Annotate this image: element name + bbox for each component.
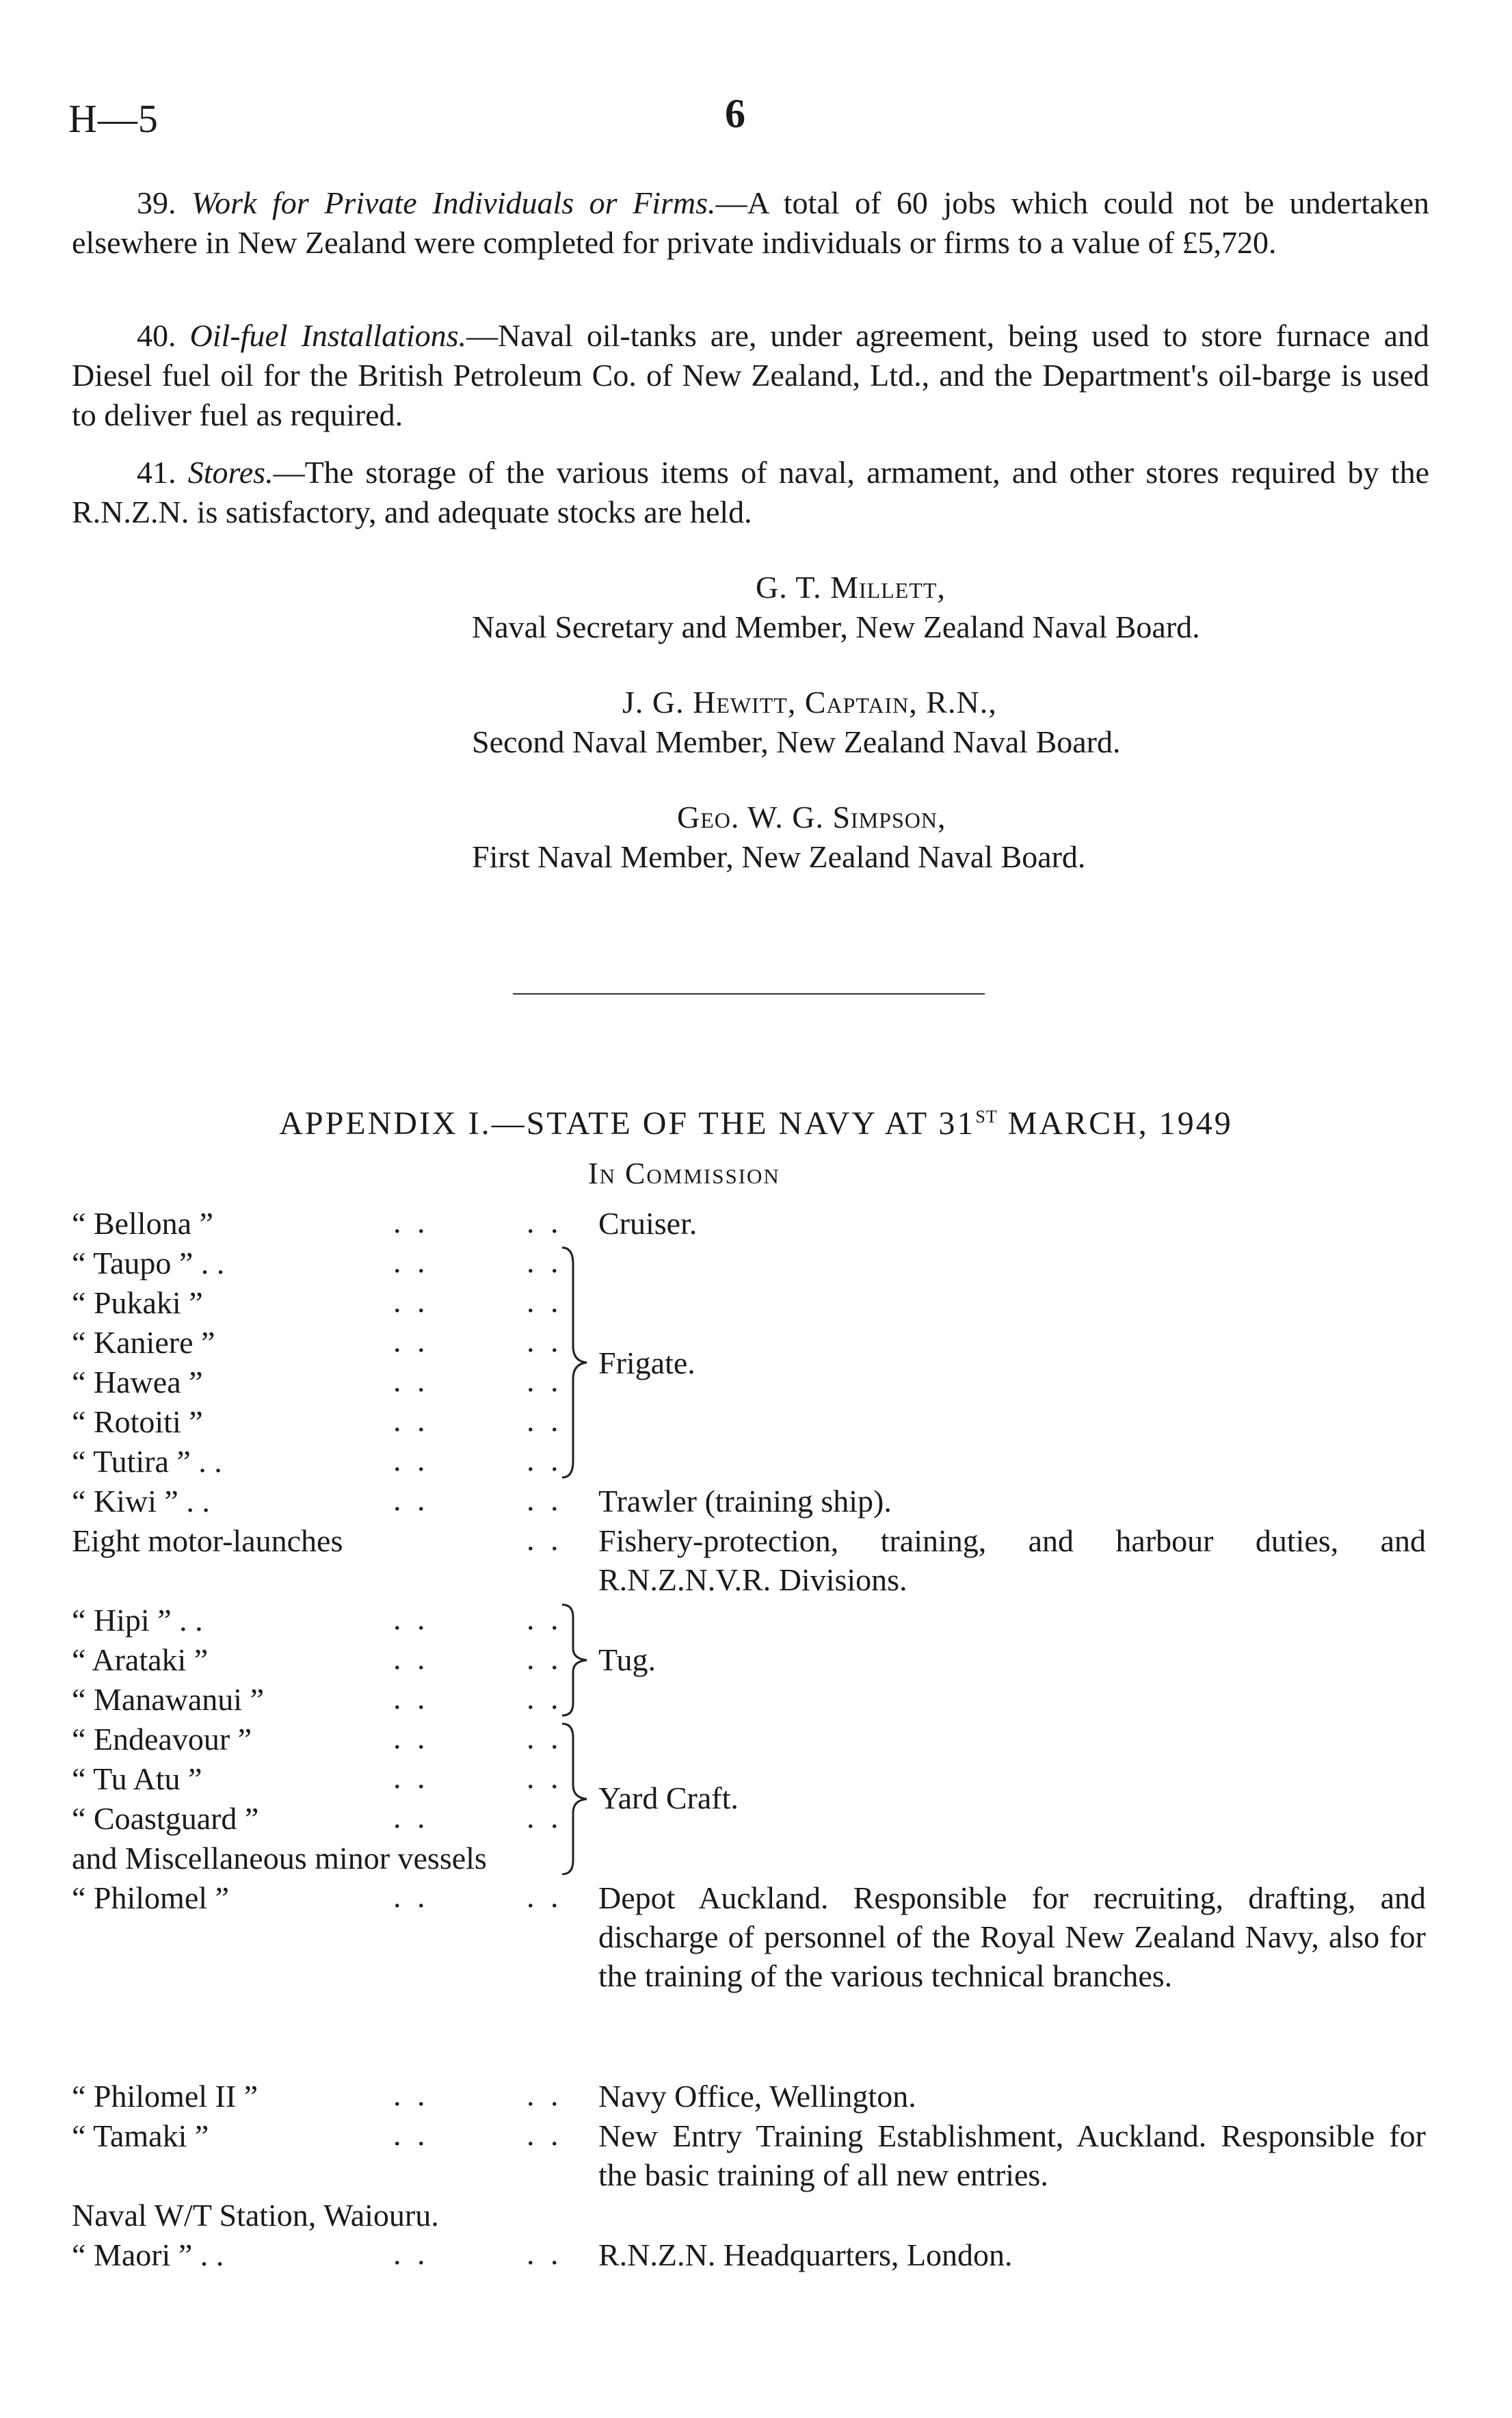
signature-name-hewitt: J. G. Hewitt, Captain, R.N., — [622, 685, 997, 720]
paragraph-41 — [72, 453, 1429, 532]
leader-dots: . . — [527, 1879, 563, 1914]
desc-cruiser: Cruiser. — [598, 1206, 698, 1241]
leader-dots: . . — [393, 2077, 429, 2112]
vessel-waiouru-station: Naval W/T Station, Waiouru. — [72, 2198, 439, 2233]
vessel-taupo: “ Taupo ” . . — [72, 1246, 225, 1280]
paragraph-text: —The storage of the various items of naval, armament, and other stores required by the R.N.Z.N. is satisfactory, and adequate stocks are held. — [72, 455, 1429, 529]
appendix-subtitle: In Commission — [588, 1157, 780, 1190]
leader-dots: . . — [527, 2077, 563, 2112]
vessel-minor-vessels: and Miscellaneous minor vessels — [72, 1841, 487, 1876]
leader-dots: . . — [393, 1403, 429, 1438]
vessel-kiwi: “ Kiwi ” . . — [72, 1484, 210, 1519]
vessel-maori: “ Maori ” . . — [72, 2237, 224, 2272]
signature-name-simpson: Geo. W. G. Simpson, — [677, 800, 946, 835]
section-divider — [513, 993, 985, 995]
vessel-philomel-ii: “ Philomel II ” — [72, 2079, 258, 2114]
vessel-endeavour: “ Endeavour ” — [72, 1722, 252, 1757]
leader-dots: . . — [527, 1284, 563, 1319]
paragraph-number: 39. — [137, 185, 176, 220]
leader-dots: . . — [527, 1760, 563, 1795]
leader-dots: . . — [527, 1324, 563, 1358]
leader-dots: . . — [393, 1681, 429, 1716]
paragraph-title: Oil-fuel Installations. — [189, 318, 467, 353]
vessel-manawanui: “ Manawanui ” — [72, 1682, 264, 1717]
desc-philomel-depot: Depot Auckland. Responsible for recruiting, drafting, and discharge of personnel of the Royal New Zealand Navy, also for the training of the various technical branches. — [598, 1880, 1426, 1993]
leader-dots: . . — [393, 2236, 429, 2271]
leader-dots: . . — [393, 1205, 429, 1239]
paragraph-40 — [72, 316, 1429, 435]
yard-craft-brace — [559, 1720, 594, 1878]
vessel-rotoiti: “ Rotoiti ” — [72, 1404, 203, 1439]
vessel-kaniere: “ Kaniere ” — [72, 1325, 215, 1360]
leader-dots: . . — [527, 1244, 563, 1279]
leader-dots: . . — [527, 1641, 563, 1676]
appendix-title: APPENDIX I.—STATE OF THE NAVY AT 31ST MARCH, 1949 — [279, 1105, 1233, 1142]
leader-dots: . . — [527, 1522, 563, 1557]
signature-name-millett: G. T. Millett, — [756, 570, 946, 605]
leader-dots: . . — [393, 1443, 429, 1477]
leader-dots: . . — [527, 2117, 563, 2152]
paragraph-text: —A total of 60 jobs which could not be undertaken elsewhere in New Zealand were completed for private individuals or firms to a value of £5,720. — [72, 185, 1429, 260]
paragraph-text: —Naval oil-tanks are, under agreement, being used to store furnace and Diesel fuel oil for the British Petroleum Co. of New Zealand, Ltd., and the Department's oil-barge is used to deliver fuel as required. — [72, 318, 1429, 432]
leader-dots: . . — [393, 1482, 429, 1517]
vessel-bellona: “ Bellona ” — [72, 1206, 213, 1241]
leader-dots: . . — [393, 1760, 429, 1795]
leader-dots: . . — [393, 1601, 429, 1636]
leader-dots: . . — [393, 1800, 429, 1835]
desc-tamaki: New Entry Training Establishment, Auckland. Responsible for the basic training of all new entries. — [598, 2118, 1426, 2192]
desc-fishery-protection: Fishery-protection, training, and harbour duties, and R.N.Z.N.V.R. Divisions. — [598, 1523, 1426, 1597]
vessel-motor-launches: Eight motor-launches — [72, 1523, 343, 1558]
paragraph-39 — [72, 183, 1429, 263]
leader-dots: . . — [527, 1681, 563, 1716]
paragraph-number: 41. — [137, 455, 176, 490]
leader-dots: . . — [527, 2236, 563, 2271]
desc-trawler: Trawler (training ship). — [598, 1484, 892, 1519]
vessel-coastguard: “ Coastguard ” — [72, 1801, 259, 1836]
page-reference: H—5 — [68, 96, 159, 141]
leader-dots: . . — [393, 1720, 429, 1755]
leader-dots: . . — [527, 1720, 563, 1755]
desc-navy-office: Navy Office, Wellington. — [598, 2079, 916, 2114]
vessel-tamaki: “ Tamaki ” — [72, 2118, 209, 2153]
vessel-pukaki: “ Pukaki ” — [72, 1285, 203, 1320]
signature-title-millett: Naval Secretary and Member, New Zealand Naval Board. — [472, 609, 1200, 644]
vessel-arataki: “ Arataki ” — [72, 1642, 209, 1677]
paragraph-title: Stores. — [187, 455, 274, 490]
leader-dots: . . — [527, 1205, 563, 1239]
leader-dots: . . — [527, 1601, 563, 1636]
leader-dots: . . — [527, 1800, 563, 1835]
signature-title-simpson: First Naval Member, New Zealand Naval Board. — [472, 839, 1086, 874]
vessel-tutira: “ Tutira ” . . — [72, 1444, 222, 1479]
paragraph-number: 40. — [137, 318, 176, 353]
vessel-tu-atu: “ Tu Atu ” — [72, 1761, 202, 1796]
leader-dots: . . — [393, 2117, 429, 2152]
leader-dots: . . — [393, 1363, 429, 1398]
leader-dots: . . — [393, 1879, 429, 1914]
leader-dots: . . — [527, 1482, 563, 1517]
desc-frigate: Frigate. — [598, 1345, 695, 1380]
leader-dots: . . — [393, 1641, 429, 1676]
vessel-philomel: “ Philomel ” — [72, 1880, 229, 1915]
leader-dots: . . — [393, 1324, 429, 1358]
leader-dots: . . — [393, 1244, 429, 1279]
leader-dots: . . — [527, 1403, 563, 1438]
leader-dots: . . — [393, 1284, 429, 1319]
desc-tug: Tug. — [598, 1642, 656, 1677]
page-number: 6 — [725, 91, 745, 136]
tug-brace — [559, 1601, 594, 1720]
leader-dots: . . — [527, 1363, 563, 1398]
signature-title-hewitt: Second Naval Member, New Zealand Naval Board. — [472, 724, 1121, 759]
frigate-brace — [559, 1244, 594, 1482]
vessel-hawea: “ Hawea ” — [72, 1365, 203, 1399]
desc-maori: R.N.Z.N. Headquarters, London. — [598, 2237, 1013, 2272]
leader-dots: . . — [527, 1443, 563, 1477]
desc-yard-craft: Yard Craft. — [598, 1780, 739, 1815]
vessel-hipi: “ Hipi ” . . — [72, 1603, 203, 1638]
paragraph-title: Work for Private Individuals or Firms. — [191, 185, 716, 220]
